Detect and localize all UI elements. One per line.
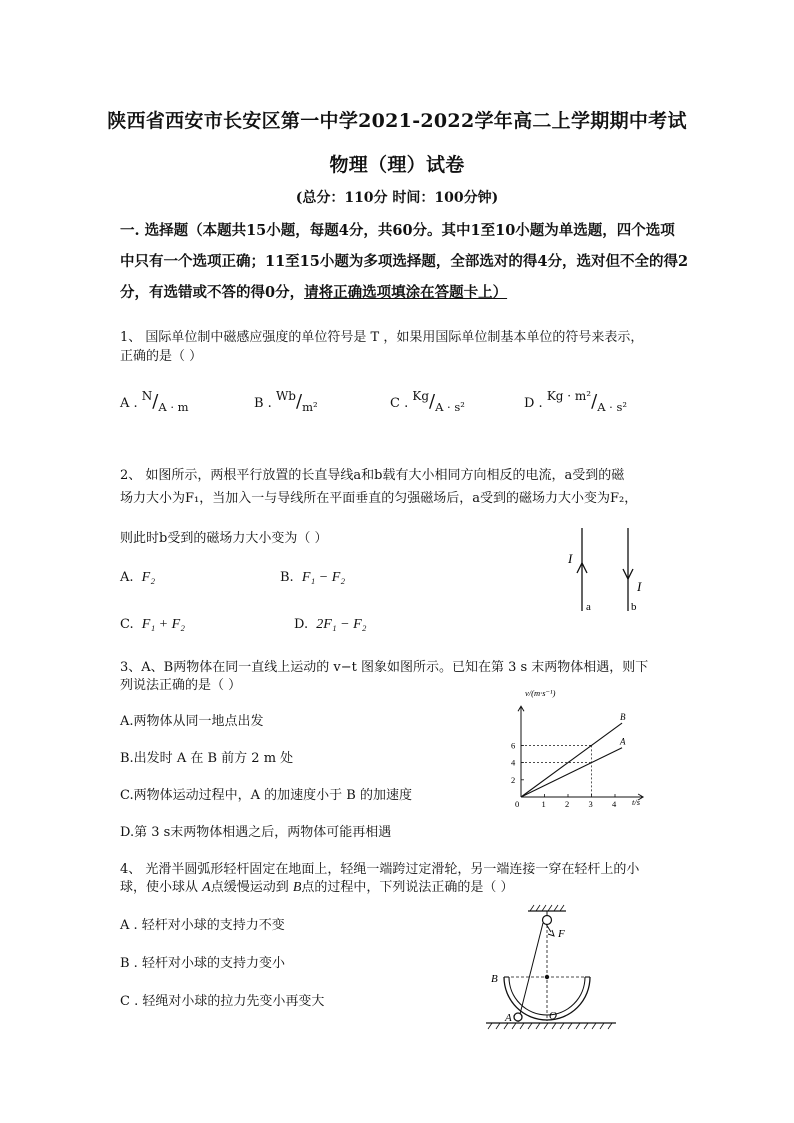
section-instructions-underlined: 请将正确选项填涂在答题卡上）	[304, 284, 508, 301]
q4-text-part3: 点的过程中，下列说法正确的是（ ）	[301, 880, 514, 895]
fraction-numerator: N	[141, 389, 153, 403]
q3-vt-chart	[505, 684, 650, 809]
fraction-denominator: A · s²	[597, 400, 627, 414]
x-tick-label: 2	[565, 799, 570, 809]
option-expression: F₁ − F₂	[301, 570, 346, 585]
q1-option-c[interactable]: C . Kg/A · s²	[390, 389, 465, 414]
fraction-denominator: m²	[302, 400, 318, 414]
ceiling-hatch	[530, 905, 564, 911]
x-tick-label: 1	[541, 799, 546, 809]
q3-option-a[interactable]: A.两物体从同一地点出发	[120, 714, 264, 729]
option-expression: F₁ + F₂	[141, 617, 186, 632]
q4-stem-line2	[120, 876, 514, 896]
q2-wire-figure	[560, 525, 650, 615]
option-expression: 2F₁ − F₂	[316, 617, 367, 632]
q4-rod-figure	[478, 903, 623, 1035]
chart-ylabel: v/(m·s⁻¹)	[525, 688, 556, 698]
option-label: C .	[390, 396, 409, 411]
wire-a-label: a	[586, 601, 591, 613]
q2-option-a[interactable]	[120, 570, 155, 586]
current-label-a: I	[568, 551, 573, 566]
force-label: F	[558, 928, 565, 940]
q3-option-b[interactable]: B.出发时 A 在 B 前方 2 m 处	[120, 751, 294, 766]
point-b-label: B	[491, 973, 498, 985]
q1-option-d[interactable]: D . Kg · m²/A · s²	[524, 389, 627, 414]
wire-b-label: b	[631, 601, 637, 613]
option-label: D .	[524, 396, 543, 411]
option-label: B .	[254, 396, 272, 411]
chart-xlabel: t/s	[632, 797, 641, 807]
q4-text-part1: 球，使小球从	[120, 880, 203, 895]
q1-stem-line1: 1、 国际单位制中磁感应强度的单位符号是 T ，如果用国际单位制基本单位的符号来表示，	[120, 330, 644, 345]
q1-option-b[interactable]: B . Wb/m²	[254, 389, 318, 414]
option-expression: F₂	[141, 570, 156, 585]
series-line-a	[521, 748, 622, 797]
series-label-b: B	[620, 712, 626, 723]
option-label: C.	[120, 617, 134, 632]
exam-meta: (总分：110分 时间：100分钟)	[295, 190, 499, 206]
q3-stem-line2: 列说法正确的是（ ）	[120, 678, 242, 693]
series-label-a: A	[620, 736, 626, 747]
q3-option-c[interactable]: C.两物体运动过程中，A 的加速度小于 B 的加速度	[120, 788, 412, 803]
section-instructions-line3	[120, 281, 507, 302]
q1-stem-line2: 正确的是（ ）	[120, 349, 203, 364]
q2-option-d[interactable]	[294, 617, 367, 633]
rope-to-ball	[518, 923, 543, 1022]
q2-option-b[interactable]	[280, 570, 345, 586]
x-tick-label: 3	[588, 799, 593, 809]
fraction-numerator: Kg · m²	[546, 389, 592, 403]
section-instructions-line1: 一. 选择题（本题共15小题，每题4分，共60分。其中1至10小题为单选题，四个选项	[120, 222, 675, 239]
x-tick-label: 0	[515, 799, 520, 809]
option-label: B.	[280, 570, 294, 585]
q3-stem-line1: 3、A、B两物体在同一直线上运动的 v−t 图象如图所示。已知在第 3 s 末两物体相遇，则下	[120, 660, 649, 675]
q4-option-a[interactable]: A . 轻杆对小球的支持力不变	[120, 918, 285, 933]
option-label: A .	[120, 396, 138, 411]
q4-option-c[interactable]: C . 轻绳对小球的拉力先变小再变大	[120, 994, 325, 1009]
q2-stem-line1: 2、 如图所示，两根平行放置的长直导线a和b载有大小相同方向相反的电流，a受到的磁	[120, 468, 625, 483]
q4-point-a: A	[202, 880, 211, 895]
q4-option-b[interactable]: B . 轻杆对小球的支持力变小	[120, 956, 285, 971]
q2-stem-line2: 场力大小为F₁，当加入一与导线所在平面垂直的匀强磁场后，a受到的磁场力大小变为F₂，	[120, 491, 638, 506]
y-tick-label: 4	[511, 757, 516, 768]
y-tick-label: 2	[511, 774, 516, 785]
q4-stem-line1: 4、 光滑半圆弧形轻杆固定在地面上，轻绳一端跨过定滑轮，另一端连接一穿在轻杆上的小	[120, 862, 640, 877]
option-label: A.	[120, 570, 134, 585]
ball-icon	[514, 1013, 522, 1021]
section-instructions-text: 分，有选错或不答的得0分，	[120, 284, 305, 301]
current-label-b: I	[637, 579, 642, 594]
page-title: 陕西省西安市长安区第一中学2021-2022学年高二上学期期中考试	[107, 110, 687, 132]
point-a-label: A	[505, 1012, 512, 1024]
page-subtitle: 物理（理）试卷	[329, 154, 465, 176]
center-dot	[545, 975, 549, 979]
option-label: D.	[294, 617, 309, 632]
x-tick-label: 4	[612, 799, 617, 809]
q2-option-c[interactable]	[120, 617, 185, 633]
y-tick-label: 6	[511, 740, 516, 751]
q2-stem-line3: 则此时b受到的磁场力大小变为（ ）	[120, 531, 328, 546]
point-o-label: O	[549, 1010, 557, 1022]
q1-option-a[interactable]: A . N/A · m	[120, 389, 189, 414]
force-arrow-icon	[548, 930, 554, 936]
fraction-denominator: A · s²	[435, 400, 465, 414]
q3-option-d[interactable]: D.第 3 s末两物体相遇之后，两物体可能再相遇	[120, 825, 392, 840]
pulley-icon	[543, 916, 552, 925]
section-instructions-line2: 中只有一个选项正确；11至15小题为多项选择题，全部选对的得4分，选对但不全的得2	[120, 253, 689, 270]
series-line-b	[521, 723, 622, 797]
fraction-numerator: Kg	[412, 389, 430, 403]
q4-point-b: B	[292, 880, 302, 895]
q4-text-part2: 点缓慢运动到	[210, 880, 293, 895]
fraction-denominator: A · m	[158, 400, 189, 414]
fraction-numerator: Wb	[275, 389, 296, 403]
